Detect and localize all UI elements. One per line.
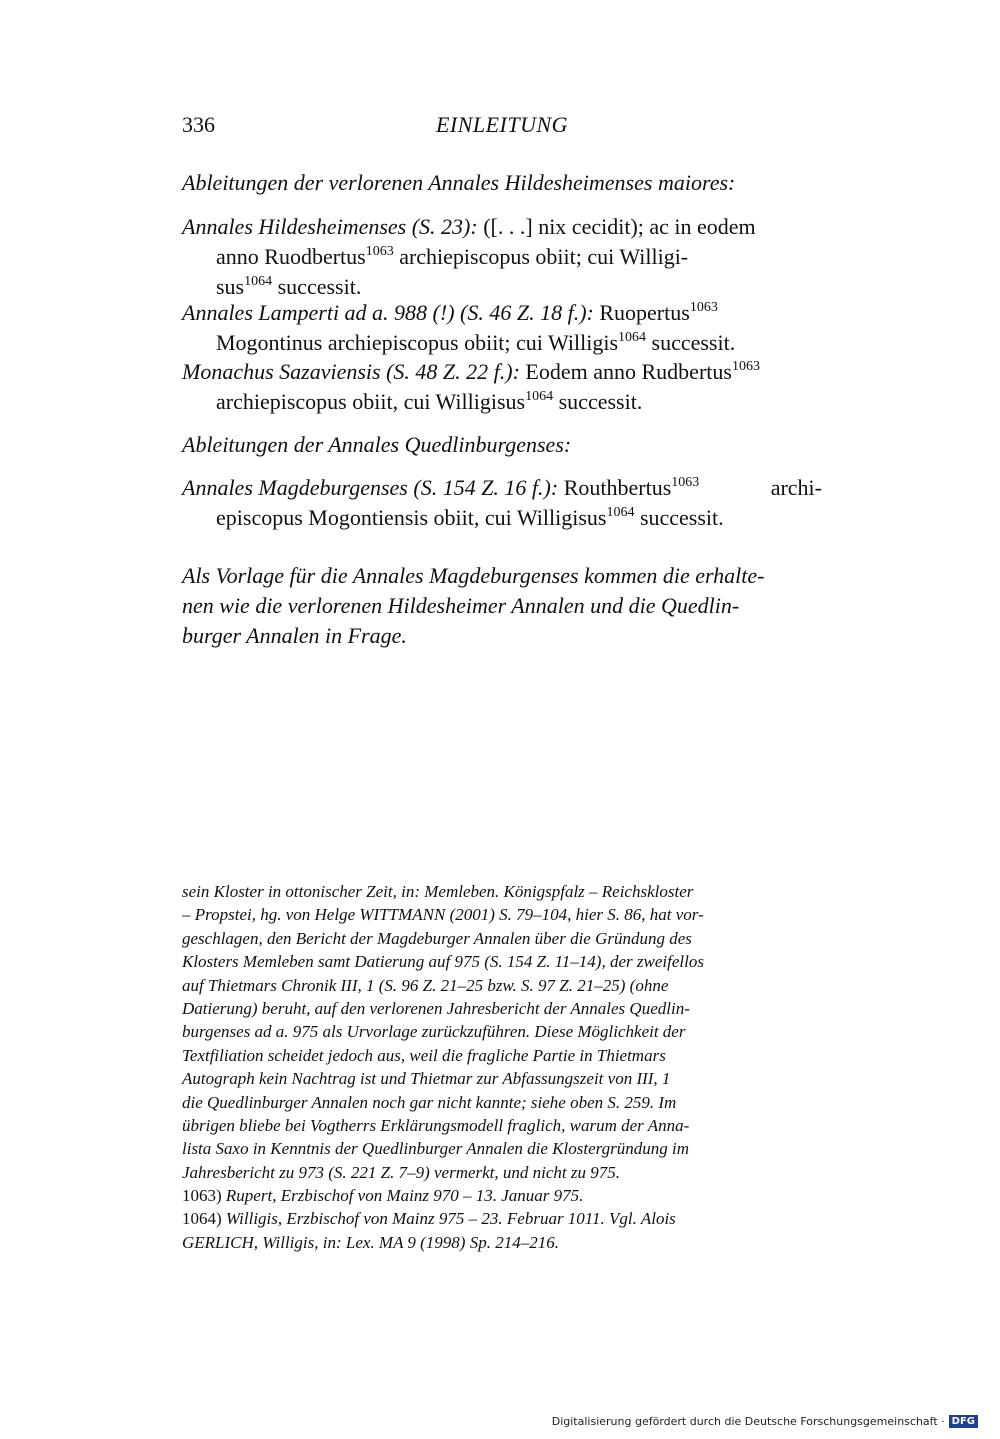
entry-line — [182, 298, 822, 328]
footnote-line: GERLICH, Willigis, in: Lex. MA 9 (1998) Sp. 214–216. — [182, 1232, 559, 1252]
footnote-number: 1064) — [182, 1209, 222, 1229]
entry-line — [182, 357, 822, 387]
footnote-line: Datierung) beruht, auf den verlorenen Jahresbericht der Annales Quedlin- — [182, 998, 690, 1018]
footnote-ref: 1064 — [606, 505, 635, 520]
section-heading-quedlinburg: Ableitungen der Annales Quedlinburgenses: — [182, 432, 572, 457]
footnotes — [182, 880, 822, 1254]
entry-line — [182, 242, 822, 272]
entry-monachus-sazaviensis — [182, 357, 822, 417]
funding-notice: Digitalisierung gefördert durch die Deutsche Forschungsgemeinschaft · — [551, 1415, 945, 1428]
quote-text: Mogontinus archiepiscopus obiit; cui Willigis — [216, 330, 619, 355]
dfg-logo: DFG — [949, 1415, 978, 1428]
quote-text: successit. — [553, 389, 643, 414]
footnote-text: Willigis, Erzbischof von Mainz 975 – 23. Februar 1011. Vgl. Alois — [221, 1209, 676, 1229]
entry-annales-hildesheimenses — [182, 212, 822, 302]
quote-text: sus — [216, 274, 245, 299]
source-citation: Monachus Sazaviensis (S. 48 Z. 22 f.): — [182, 359, 520, 384]
entry-line — [182, 503, 822, 533]
footnote-line: übrigen bliebe bei Vogtherrs Erklärungsmodell fraglich, warum der Anna- — [182, 1115, 690, 1135]
footnote-line: geschlagen, den Bericht der Magdeburger Annalen über die Gründung des — [182, 928, 692, 948]
footnote-line: Jahresbericht zu 973 (S. 221 Z. 7–9) vermerkt, und nicht zu 975. — [182, 1162, 621, 1182]
footnote-1064 — [182, 1207, 822, 1230]
footnote-ref: 1063 — [365, 244, 394, 259]
quote-text: archiepiscopus obiit, cui Willigisus — [216, 389, 526, 414]
page-header — [182, 112, 822, 146]
entry-line — [182, 473, 822, 503]
footnote-line: Textfiliation scheidet jedoch aus, weil die fragliche Partie in Thietmars — [182, 1045, 666, 1065]
quote-text: successit. — [634, 505, 724, 530]
entry-annales-lamperti — [182, 298, 822, 358]
footnote-ref: 1064 — [244, 274, 273, 289]
quote-text: episcopus Mogontiensis obiit, cui Willigisus — [216, 505, 607, 530]
footnote-line: – Propstei, hg. von Helge WITTMANN (2001) S. 79–104, hier S. 86, hat vor- — [182, 905, 704, 925]
quote-text: ([. . .] nix cecidit); ac in eodem — [477, 214, 756, 239]
footnote-line: lista Saxo in Kenntnis der Quedlinburger Annalen die Klostergründung im — [182, 1139, 689, 1159]
paragraph-line: burger Annalen in Frage. — [182, 623, 407, 648]
section-heading-hildesheim: Ableitungen der verlorenen Annales Hildesheimenses maiores: — [182, 170, 736, 195]
paragraph-line: Als Vorlage für die Annales Magdeburgenses kommen die erhalte- — [182, 563, 765, 588]
quote-text: Routhbertus — [558, 475, 672, 500]
quote-text: successit. — [272, 274, 362, 299]
paragraph-line: nen wie die verlorenen Hildesheimer Annalen und die Quedlin- — [182, 593, 740, 618]
entry-line — [182, 212, 822, 242]
page-number: 336 — [182, 112, 215, 137]
quote-text: Eodem anno Rudbertus — [519, 359, 732, 384]
footnote-ref: 1063 — [671, 475, 700, 490]
commentary-paragraph — [182, 561, 822, 651]
footnote-1063 — [182, 1184, 822, 1207]
digitization-footer — [552, 1415, 978, 1428]
quote-text: archi- — [770, 475, 822, 500]
quote-text: Ruopertus — [593, 300, 690, 325]
running-head: EINLEITUNG — [435, 112, 569, 137]
footnote-number: 1063) — [182, 1186, 222, 1206]
quote-text: anno Ruodbertus — [216, 244, 366, 269]
entry-line — [182, 328, 822, 358]
footnote-text: Rupert, Erzbischof von Mainz 970 – 13. Januar 975. — [221, 1186, 584, 1206]
source-citation: Annales Magdeburgenses (S. 154 Z. 16 f.): — [182, 475, 559, 500]
footnote-line: auf Thietmars Chronik III, 1 (S. 96 Z. 21–25 bzw. S. 97 Z. 21–25) (ohne — [182, 975, 669, 995]
entry-annales-magdeburgenses — [182, 473, 822, 533]
entry-line — [182, 387, 822, 417]
quote-text: successit. — [646, 330, 736, 355]
footnote-ref: 1064 — [618, 330, 647, 345]
footnote-line: Klosters Memleben samt Datierung auf 975 (S. 154 Z. 11–14), der zweifellos — [182, 952, 704, 972]
source-citation: Annales Lamperti ad a. 988 (!) (S. 46 Z. 18 f.): — [182, 300, 594, 325]
quote-text: archiepiscopus obiit; cui Willigi- — [393, 244, 689, 269]
footnote-line: Autograph kein Nachtrag ist und Thietmar zur Abfassungszeit von III, 1 — [182, 1069, 671, 1089]
footnote-ref: 1063 — [731, 359, 760, 374]
source-citation: Annales Hildesheimenses (S. 23): — [182, 214, 478, 239]
footnote-ref: 1064 — [525, 389, 554, 404]
footnote-ref: 1063 — [689, 300, 718, 315]
footnote-line: die Quedlinburger Annalen noch gar nicht kannte; siehe oben S. 259. Im — [182, 1092, 677, 1112]
footnote-line: sein Kloster in ottonischer Zeit, in: Memleben. Königspfalz – Reichskloster — [182, 882, 694, 901]
footnote-line: burgenses ad a. 975 als Urvorlage zurückzuführen. Diese Möglichkeit der — [182, 1022, 686, 1042]
